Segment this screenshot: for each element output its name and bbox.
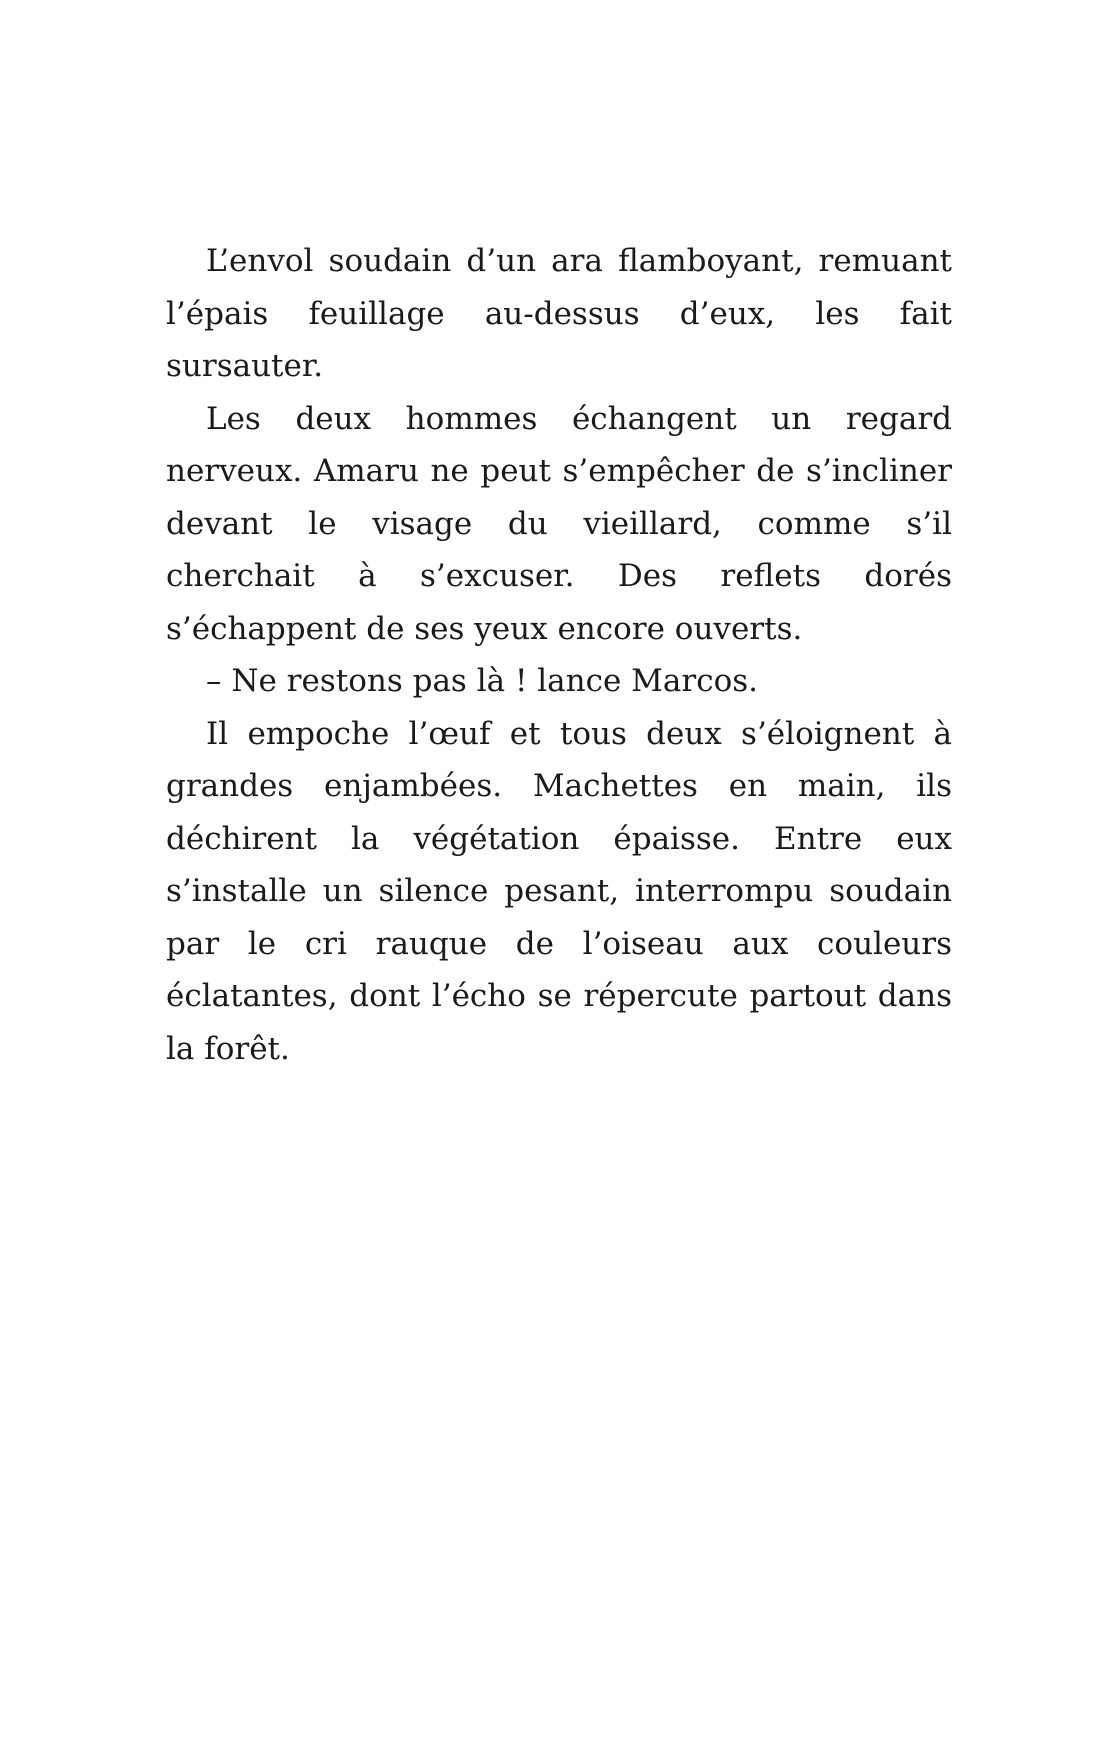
paragraph-1: L’envol soudain d’un ara flamboyant, remuant l’épais feuillage au-dessus d’eux, les fait sursauter.	[166, 243, 952, 384]
paragraph-3-dialogue: – Ne restons pas là ! lance Marcos.	[206, 663, 759, 699]
paragraph-2: Les deux hommes échangent un regard nerveux. Amaru ne peut s’empêcher de s’incliner devant le visage du vieillard, comme s’il cherchait à s’excuser. Des reflets dorés s’échappent de ses yeux encore ouverts.	[166, 400, 952, 647]
paragraph-4: Il empoche l’œuf et tous deux s’éloignent à grandes enjambées. Machettes en main, ils déchirent la végétation épaisse. Entre eux s’installe un silence pesant, interrompu soudain par le cri rauque de l’oiseau aux couleurs éclatantes, dont l’écho se répercute partout dans la forêt.	[166, 715, 952, 1067]
body-text	[166, 235, 952, 1075]
